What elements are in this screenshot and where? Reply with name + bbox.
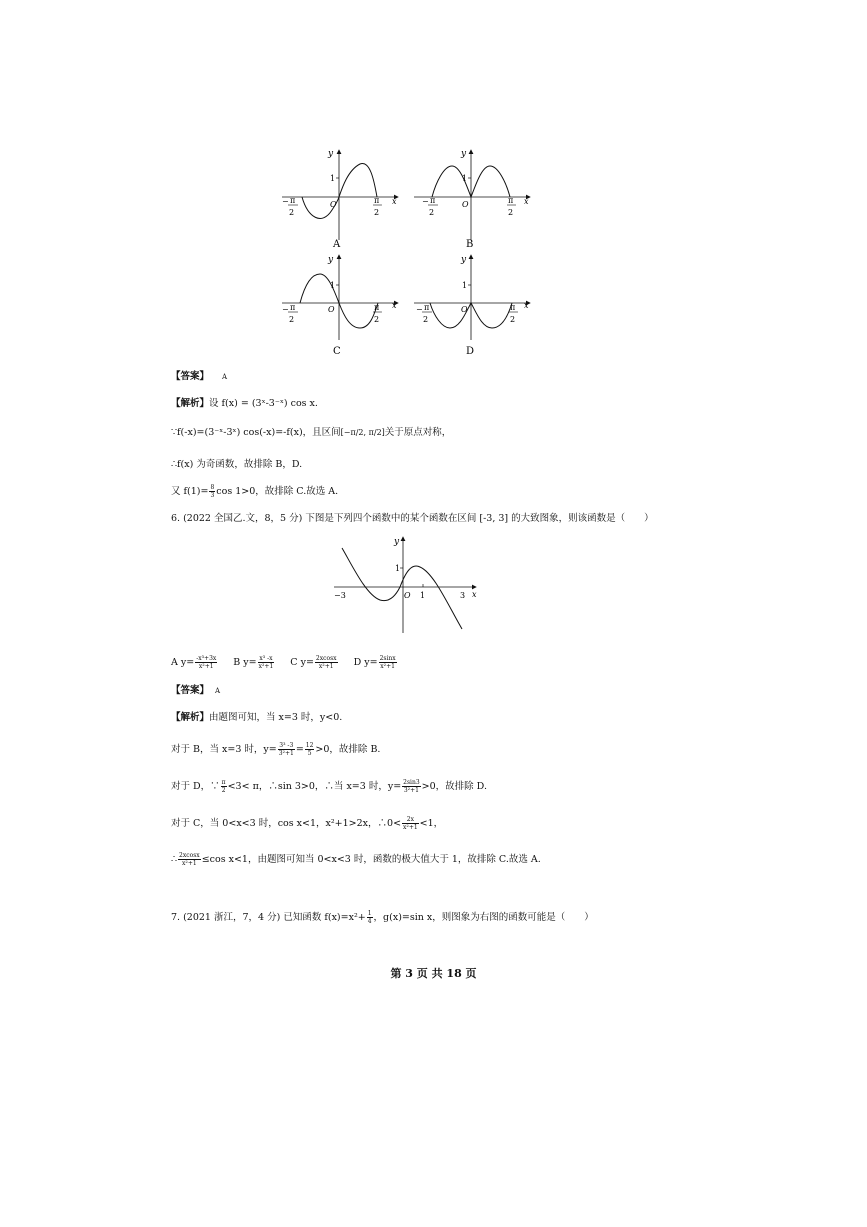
q6-analysis-line1: 【解析】由题图可知，当 x=3 时，y<0. [171, 712, 343, 723]
tick-one: 1 [330, 174, 336, 183]
q6-stem: 6. (2022 全国乙.文，8，5 分) 下图是下列四个函数中的某个函数在区间 [-3, 3] 的大致图象，则该函数是（ ） [171, 513, 654, 524]
svg-text:2: 2 [374, 208, 380, 217]
svg-text:2: 2 [510, 315, 516, 324]
svg-text:1: 1 [330, 281, 336, 290]
svg-text:π: π [290, 196, 296, 205]
svg-text:1: 1 [462, 281, 468, 290]
q6-analysis-line2: 对于 B，当 x=3 时，y= $\frac{\text{3³ -3}}{\text{3²+1}}$ = $\frac{12}{5}$ >0，故排除 B. [171, 742, 381, 757]
q6-analysis-line3: 对于 D，∵ $\frac{\pi}{2}$ <3< π，∴sin 3>0，∴当 x=3 时，y= $\frac{2\sin 3}{\text{3²+1}}$ >0，故排除 D. [171, 779, 487, 794]
svg-text:y: y [461, 255, 467, 265]
q6-analysis-line5: ∴ $\frac{2xcosx}{\text{x²+1}}$ ≤cos x<1，由题图可知当 0<x<3 时，函数的极大值大于 1，故排除 C.故选 A. [171, 852, 541, 867]
axis-x-label: x [392, 197, 397, 206]
option-letter-b: B [466, 239, 474, 250]
svg-text:π: π [374, 303, 380, 312]
option-letter-a: A [333, 239, 341, 250]
q6-graph [330, 535, 480, 635]
q6-options [171, 655, 398, 670]
q6-axis-x: x [472, 590, 477, 599]
q5-answer: 【答案】 A [171, 371, 228, 382]
svg-text:1: 1 [462, 174, 468, 183]
graph-panel-a [282, 149, 398, 250]
svg-text:x: x [392, 301, 397, 310]
q6-tick-y-one: 1 [395, 564, 401, 573]
svg-text:2: 2 [423, 315, 429, 324]
svg-text:π: π [508, 196, 514, 205]
svg-text:O: O [462, 200, 469, 209]
svg-text:2: 2 [289, 315, 295, 324]
svg-text:π: π [424, 303, 430, 312]
svg-text:x: x [524, 301, 529, 310]
svg-text:x: x [524, 197, 529, 206]
svg-text:π: π [430, 196, 436, 205]
q7-stem: 7. (2021 浙江，7，4 分) 已知函数 f(x)=x²+ $\frac{1}{4}$ ，g(x)=sin x，则图象为右图的函数可能是（ ） [171, 910, 594, 925]
svg-text:O: O [328, 305, 335, 314]
graph-panel-c [282, 255, 398, 357]
svg-text:π: π [510, 303, 516, 312]
svg-text:2: 2 [289, 208, 295, 217]
q6-axis-y: y [394, 537, 400, 547]
q6-tick-x-one: 1 [420, 591, 426, 600]
svg-text:−: − [282, 305, 289, 314]
svg-text:y: y [328, 255, 334, 265]
q5-analysis-line2: ∵f(-x)=(3⁻ˣ-3ˣ) cos(-x)=-f(x)，且区间[−π/2, π/2]关于原点对称， [171, 427, 452, 438]
origin-label: O [330, 200, 337, 209]
q6-option-d: D y= $\frac{2\sin x}{\text{x²+1}}$ [353, 655, 396, 670]
q6-tick-neg3: −3 [334, 591, 346, 600]
graph-panel-b [414, 149, 530, 250]
svg-text:y: y [461, 149, 467, 159]
graph-panel-d [414, 255, 530, 357]
svg-text:−: − [422, 197, 429, 206]
svg-text:−: − [416, 305, 423, 314]
q6-tick-pos3: 3 [460, 591, 466, 600]
option-graphs-figure [270, 140, 540, 362]
page-footer: 第 3 页 共 18 页 [390, 967, 477, 980]
q6-analysis-line4: 对于 C，当 0<x<3 时，cos x<1，x²+1>2x，∴0< $\frac{2x}{\text{x²+1}}$ <1， [171, 816, 444, 831]
svg-text:π: π [374, 196, 380, 205]
q6-answer: 【答案】 A [171, 685, 221, 696]
option-letter-c: C [333, 346, 341, 357]
svg-text:π: π [290, 303, 296, 312]
svg-text:O: O [461, 305, 468, 314]
svg-text:−: − [282, 197, 289, 206]
svg-text:2: 2 [429, 208, 435, 217]
svg-text:2: 2 [374, 315, 380, 324]
q6-option-b: B y= $\frac{\text{x³ -x}}{\text{x²+1}}$ [233, 655, 274, 670]
q5-analysis-line1: 【解析】设 f(x) = (3ˣ-3⁻ˣ) cos x. [171, 398, 318, 409]
q6-option-a: A y= $\frac{\text{-x³+3x}}{\text{x²+1}}$ [171, 655, 217, 670]
q6-option-c: C y= $\frac{2xcosx}{\text{x²+1}}$ [290, 655, 337, 670]
axis-y-label: y [328, 149, 334, 159]
q5-analysis-line3: ∴f(x) 为奇函数，故排除 B，D. [171, 459, 303, 470]
q5-analysis-line4: 又 f(1)= $\frac{8}{3}$ cos 1>0，故排除 C.故选 A. [171, 484, 339, 499]
svg-text:2: 2 [508, 208, 514, 217]
q6-origin: O [404, 591, 411, 600]
option-letter-d: D [466, 346, 475, 357]
